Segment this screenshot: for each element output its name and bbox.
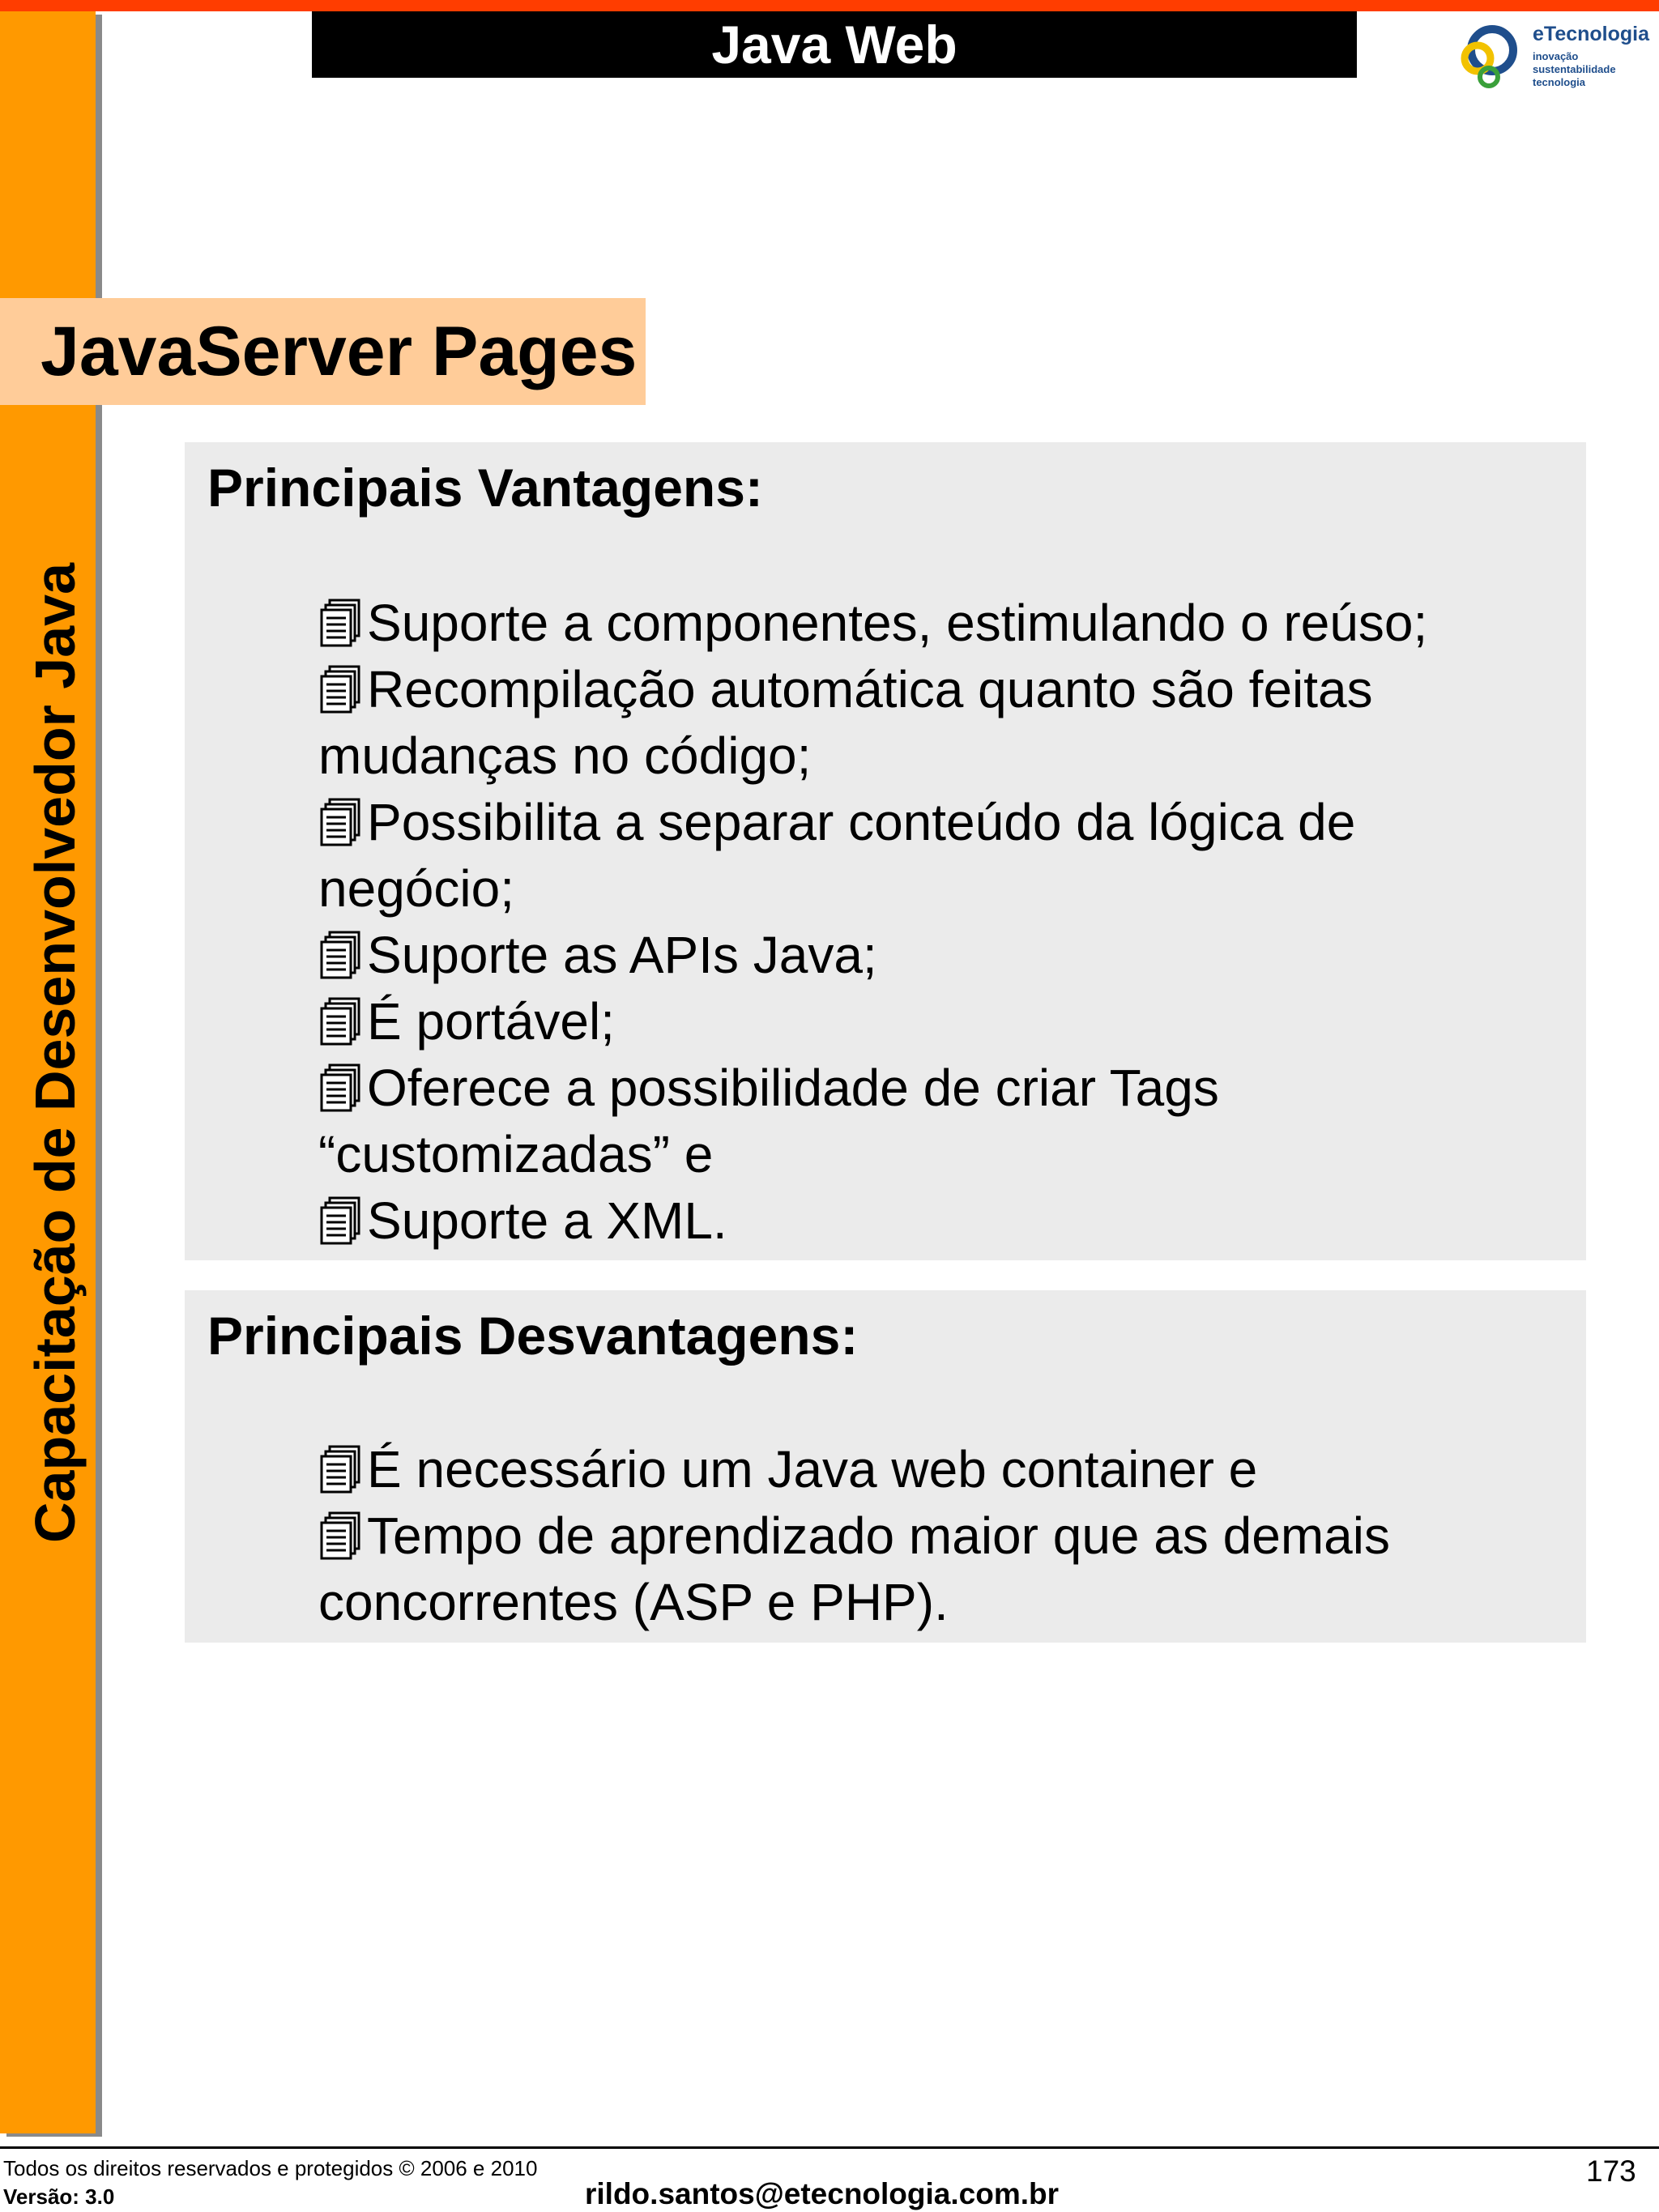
list-item-text: Recompilação automática quanto são feitas mudanças no código; bbox=[318, 660, 1373, 785]
documents-icon bbox=[318, 664, 364, 714]
logo-tagline-1: inovação bbox=[1533, 50, 1579, 62]
documents-icon bbox=[318, 1511, 364, 1561]
documents-icon bbox=[318, 797, 364, 847]
top-rule bbox=[0, 0, 1659, 11]
list-item-text: Suporte a componentes, estimulando o reúso; bbox=[367, 594, 1428, 652]
logo bbox=[1450, 18, 1653, 95]
list-item bbox=[318, 1436, 1566, 1502]
documents-icon bbox=[318, 1196, 364, 1246]
documents-icon bbox=[318, 930, 364, 980]
page-number: 173 bbox=[1586, 2154, 1636, 2188]
footer-version: Versão: 3.0 bbox=[3, 2184, 115, 2209]
list-item bbox=[318, 1502, 1566, 1635]
sidebar-text: Capacitação de Desenvolvedor Java bbox=[23, 562, 87, 1544]
list-item bbox=[318, 656, 1566, 789]
list-item bbox=[318, 988, 1566, 1055]
logo-tagline-2: sustentabilidade bbox=[1533, 63, 1616, 75]
documents-icon bbox=[318, 598, 364, 648]
disadvantages-list bbox=[318, 1436, 1566, 1635]
slide-title: JavaServer Pages bbox=[0, 298, 646, 405]
list-item-text: Suporte as APIs Java; bbox=[367, 926, 877, 984]
advantages-heading: Principais Vantagens: bbox=[207, 458, 763, 518]
header-title: Java Web bbox=[312, 11, 1357, 78]
list-item-text: É portável; bbox=[367, 992, 615, 1051]
list-item bbox=[318, 1055, 1566, 1187]
advantages-panel bbox=[185, 442, 1586, 1260]
documents-icon bbox=[318, 1063, 364, 1113]
list-item bbox=[318, 1187, 1566, 1254]
logo-tagline-3: tecnologia bbox=[1533, 76, 1586, 88]
footer-email: rildo.santos@etecnologia.com.br bbox=[585, 2177, 1060, 2210]
list-item-text: Possibilita a separar conteúdo da lógica de negócio; bbox=[318, 793, 1356, 918]
logo-rings-icon bbox=[1450, 18, 1531, 95]
list-item bbox=[318, 789, 1566, 922]
list-item-text: Oferece a possibilidade de criar Tags “customizadas” e bbox=[318, 1059, 1219, 1183]
footer-rights: Todos os direitos reservados e protegidos © 2006 e 2010 bbox=[3, 2156, 538, 2180]
advantages-list bbox=[318, 590, 1566, 1254]
footer-rule bbox=[0, 2146, 1659, 2149]
documents-icon bbox=[318, 1444, 364, 1494]
list-item bbox=[318, 590, 1566, 656]
list-item-text: Suporte a XML. bbox=[367, 1191, 727, 1250]
documents-icon bbox=[318, 996, 364, 1046]
logo-name: eTecnologia bbox=[1533, 23, 1650, 45]
list-item bbox=[318, 922, 1566, 988]
list-item-text: Tempo de aprendizado maior que as demais concorrentes (ASP e PHP). bbox=[318, 1507, 1390, 1631]
disadvantages-heading: Principais Desvantagens: bbox=[207, 1306, 859, 1366]
disadvantages-panel bbox=[185, 1290, 1586, 1643]
list-item-text: É necessário um Java web container e bbox=[367, 1440, 1258, 1498]
